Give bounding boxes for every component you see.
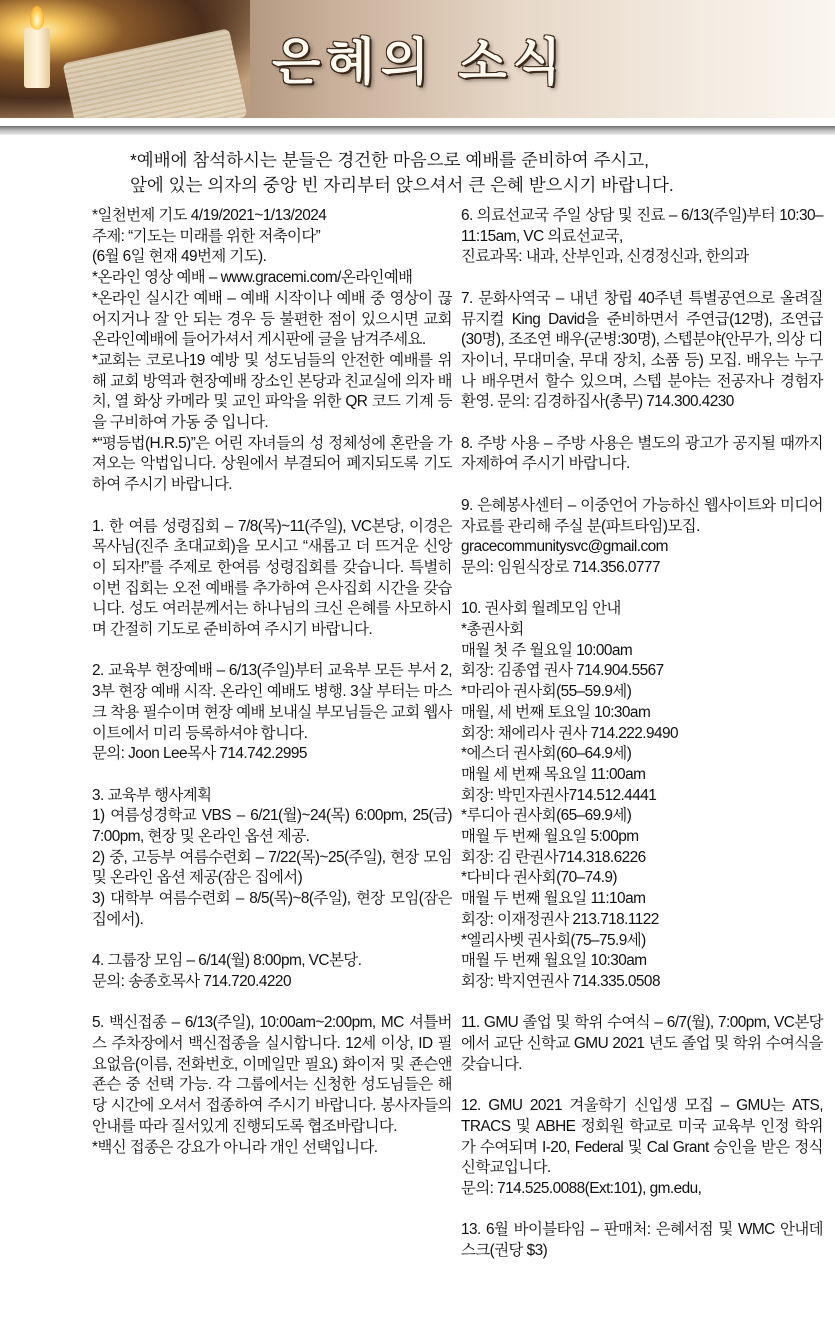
announcement-line: *총권사회 [461,621,524,638]
announcement-line: *일천번제 기도 4/19/2021~1/13/2024 [92,207,327,224]
flame-image [30,6,44,30]
announcement-line: 회장: 채에리사 권사 714.222.9490 [461,724,678,742]
announcement-line: 회장: 김종엽 권사 714.904.5567 [461,662,664,680]
announcement-line: 3) 대학부 여름수련회 – 8/5(목)~8(주일), 현장 모임(잠은 집에서). [92,890,452,928]
page-title: 은혜의 소식 [272,33,567,91]
spacer [92,496,452,517]
announcement-line: 7. 문화사역국 – 내년 창립 40주년 특별공연으로 올려질 뮤지컬 King David을 준비하면서 주연급(12명), 조연급(30명), 조조연 배우(군병:30명), 스텝분야(안무가, 의상 디자이너, 무대미술, 무대 장치, 소품 등) 모집. 배우는 누구나 배우면서 할수 있으며, 스텝 분야는 전공자나 경험자 환영. 문의: 김경하집사(총무) 714.300.4230 [461,289,823,411]
announcement-line: 6. 의료선교국 주일 상담 및 진료 – 6/13(주일)부터 10:30–11:15am, VC 의료선교국, [461,207,823,245]
announcement-line: 회장: 박민자권사714.512.4441 [461,786,657,804]
announcement-line: 진료과목: 내과, 산부인과, 신경정신과, 한의과 [461,248,749,266]
announcement-line: 2) 중, 고등부 여름수련회 – 7/22(목)~25(주일), 현장 모임 및 온라인 옵션 제공(잠은 집에서) [92,848,452,887]
header-divider [0,126,835,135]
announcement-line: 1) 여름성경학교 VBS – 6/21(월)~24(목) 6:00pm, 25(금) 7:00pm, 현장 및 온라인 옵션 제공. [92,807,452,846]
announcement-line: 1. 한 여름 성령집회 – 7/8(목)~11(주일), VC본당, 이경은 목사님(진주 초대교회)을 모시고 “새롭고 더 뜨거운 신앙이 되자!”를 주제로 한여름 성령집회를 갖습니다. 특별히 이번 집회는 오전 예배를 추가하여 은사집회 시간을 갖습니다. 성도 여러분께서는 하나님의 크신 은혜를 사모하시며 간절히 기도로 준비하여 주시기 바랍니다. [92,517,452,639]
announcement-line: 12. GMU 2021 겨울학기 신입생 모집 – GMU는 ATS, TRACS 및 ABHE 정회원 학교로 미국 교육부 인정 학위가 수여되며 I-20, Federal 및 Cal Grant 승인을 받은 정식 신학교입니다. [461,1097,823,1177]
spacer [461,1075,823,1096]
announcement-line: *마리아 권사회(55–59.9세) [461,683,632,701]
announcement-line: 문의: 송종호목사 714.720.4220 [92,972,291,990]
announcement-line: 9. 은혜봉사센터 – 이중언어 가능하신 웹사이트와 미디어 자료를 관리해 주실 분(파트타임)모집. [461,496,823,535]
spacer [461,993,823,1014]
right-column [461,206,823,1262]
announcement-line: 회장: 김 란권사714.318.6226 [461,848,646,866]
spacer [461,475,823,496]
spacer [92,641,452,662]
announcement-line: 회장: 이재정권사 213.718.1122 [461,910,659,928]
announcement-line: 매월, 세 번째 토요일 10:30am [461,703,651,721]
announcement-line: 매월 두 번째 월요일 11:10am [461,890,646,908]
announcement-line: 문의: 임원식장로 714.356.0777 [461,558,660,576]
announcement-line: 매월 두 번째 월요일 10:30am [461,952,647,970]
announcement-line: 매월 세 번째 목요일 11:00am [461,765,646,783]
announcement-line: 13. 6월 바이블타임 – 판매처: 은혜서점 및 WMC 안내데스크(권당 $3) [461,1221,823,1260]
announcement-line: *엘리사벳 권사회(75–75.9세) [461,931,646,949]
announcement-line: *백신 접종은 강요가 아니라 개인 선택입니다. [92,1138,378,1156]
intro-notice [130,148,810,198]
announcement-line: 4. 그룹장 모임 – 6/14(월) 8:00pm, VC본당. [92,952,362,970]
left-column [92,206,452,1158]
announcement-line: 3. 교육부 행사계획 [92,786,212,804]
candle-bible-photo [0,0,250,118]
announcement-line: 주제: “기도는 미래를 위한 저축이다” [92,227,321,245]
announcement-line: 회장: 박지연권사 714.335.0508 [461,972,660,990]
announcement-line: *루디아 권사회(65–69.9세) [461,807,632,825]
announcement-line: 매월 첫 주 월요일 10:00am [461,641,633,659]
intro-line: 앞에 있는 의자의 중앙 빈 자리부터 앉으셔서 큰 은혜 받으시기 바랍니다. [130,175,674,195]
header-banner [0,0,835,118]
announcement-line: 8. 주방 사용 – 주방 사용은 별도의 광고가 공지될 때까지 자제하여 주시기 바랍니다. [461,434,823,473]
spacer [92,765,452,786]
candle-image [24,28,50,88]
spacer [92,993,452,1014]
announcement-line: 5. 백신접종 – 6/13(주일), 10:00am~2:00pm, MC 셔틀버스 주차장에서 백신접종을 실시합니다. 12세 이상, ID 필요없음(이름, 전화번호, 이메일만 필요) 화이저 및 죤슨앤죤슨 중 선택 가능. 각 그룹에서는 신청한 성도님들은 해당 시간에 오셔서 접종하여 주시기 바랍니다. 봉사자들의 안내를 따라 질서있게 진행되도록 협조바랍니다. [92,1014,452,1135]
announcement-line: 매월 두 번째 월요일 5:00pm [461,828,639,846]
spacer [461,268,823,289]
announcement-line: 문의: Joon Lee목사 714.742.2995 [92,745,307,763]
spacer [92,931,452,952]
announcement-line: *다비다 권사회(70–74.9) [461,869,618,887]
announcement-line: 10. 권사회 월례모임 안내 [461,600,621,618]
announcement-line: gracecommunitysvc@gmail.com [461,538,668,556]
announcement-line: *온라인 실시간 예배 – 예배 시작이나 예배 중 영상이 끊어지거나 잘 안 되는 경우 등 불편한 점이 있으시면 교회 온라인예배에 들어가셔서 게시판에 글을 남겨주세요. [92,289,452,349]
announcement-line: (6월 6일 현재 49번제 기도). [92,248,267,266]
spacer [461,413,823,434]
announcement-line: *에스더 권사회(60–64.9세) [461,745,632,763]
spacer [461,1200,823,1221]
intro-line: *예배에 참석하시는 분들은 경건한 마음으로 예배를 준비하여 주시고, [130,150,650,170]
announcement-line: 2. 교육부 현장예배 – 6/13(주일)부터 교육부 모든 부서 2, 3부 현장 예배 시작. 온라인 예배도 병행. 3살 부터는 마스크 착용 필수이며 현장 예배 보내실 부모님들은 교회 웹사이트에서 미리 등록하셔야 합니다. [92,662,452,742]
announcement-line: *교회는 코로나19 예방 및 성도님들의 안전한 예배를 위해 교회 방역과 현장예배 장소인 본당과 친교실에 의자 배치, 열 화상 카메라 및 교인 파악을 위한 QR 코드 기계 등을 구비하여 가동 중 입니다. [92,351,452,432]
spacer [461,579,823,600]
announcement-line: *온라인 영상 예배 – www.gracemi.com/온라인예배 [92,269,413,287]
announcement-line: 11. GMU 졸업 및 학위 수여식 – 6/7(월), 7:00pm, VC본당에서 교단 신학교 GMU 2021 년도 졸업 및 학위 수여식을 갖습니다. [461,1014,823,1073]
announcement-line: *“평등법(H.R.5)”은 어린 자녀들의 성 정체성에 혼란을 가져오는 악법입니다. 상원에서 부결되어 폐지되도록 기도하여 주시기 바랍니다. [92,434,452,494]
bible-image [63,28,248,118]
announcement-line: 문의: 714.525.0088(Ext:101), gm.edu, [461,1179,702,1197]
